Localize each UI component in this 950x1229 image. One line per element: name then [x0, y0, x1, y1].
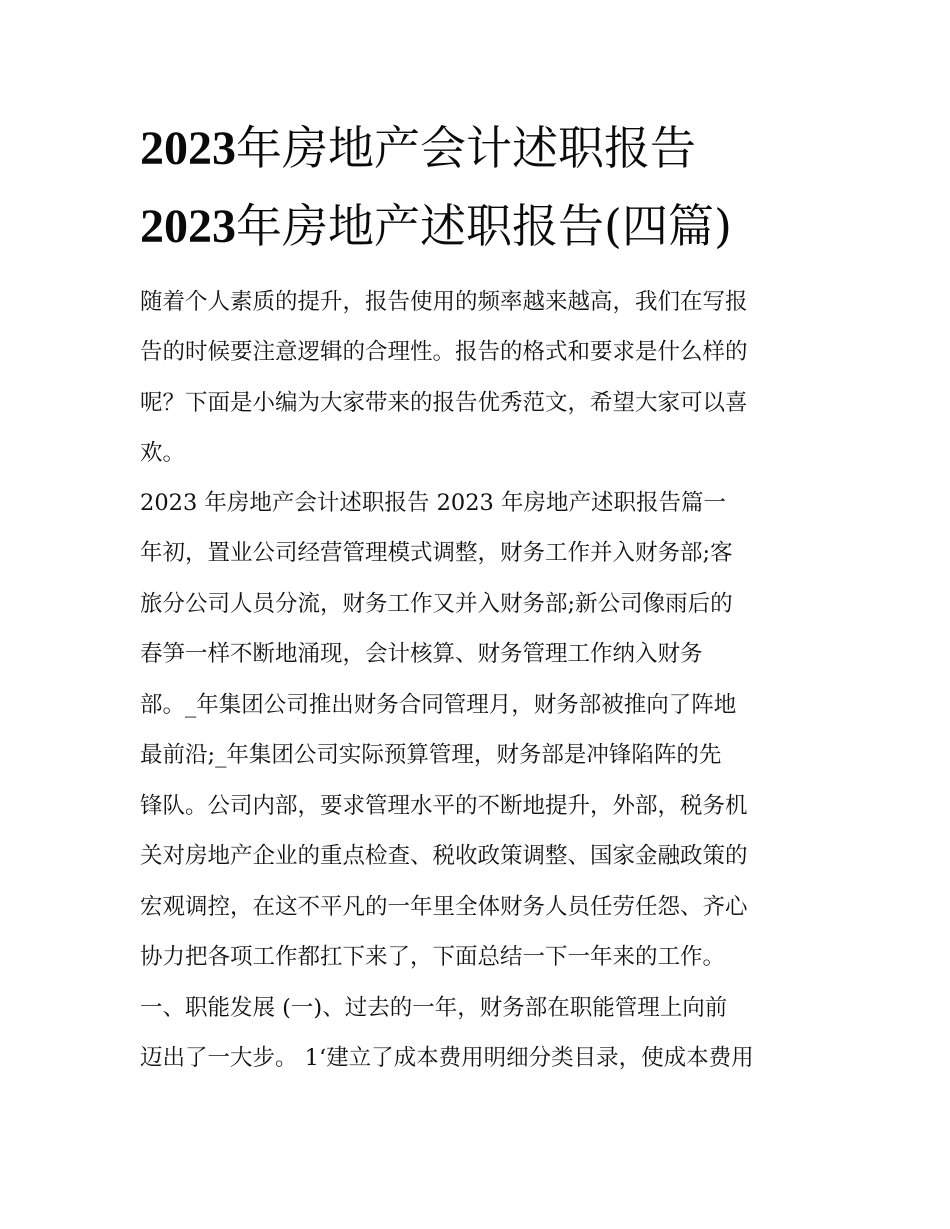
- body-line: 迈出了一大步。 1‘建立了成本费用明细分类目录，使成本费用: [140, 1045, 754, 1071]
- body-line: 关对房地产企业的重点检查、税收政策调整、国家金融政策的: [140, 843, 748, 869]
- document-title-line-1: [140, 118, 840, 179]
- body-line: 宏观调控，在这不平凡的一年里全体财务人员任劳任怨、齐心: [140, 894, 748, 920]
- document-title-line-2: [140, 196, 840, 257]
- title-text-1: 年房地产会计述职报告: [236, 121, 696, 175]
- title-year-1: 2023: [140, 122, 236, 175]
- body-line: 部。_年集团公司推出财务合同管理月，财务部被推向了阵地: [140, 692, 737, 718]
- body-line: 最前沿;_年集团公司实际预算管理，财务部是冲锋陷阵的先: [140, 742, 722, 768]
- body-line: 春笋一样不断地涌现，会计核算、财务管理工作纳入财务: [140, 641, 703, 667]
- body-line: 一、职能发展 (一)、过去的一年，财务部在职能管理上向前: [140, 995, 728, 1021]
- body-line: 年初，置业公司经营管理模式调整，财务工作并入财务部;客: [140, 540, 733, 566]
- body-line: 旅分公司人员分流，财务工作又并入财务部;新公司像雨后的: [140, 591, 733, 617]
- body-line: 锋队。公司内部，要求管理水平的不断地提升，外部，税务机: [140, 793, 748, 819]
- body-line: 2023 年房地产会计述职报告 2023 年房地产述职报告篇一: [140, 490, 726, 516]
- body-line: 告的时候要注意逻辑的合理性。报告的格式和要求是什么样的: [140, 339, 748, 365]
- title-year-2: 2023: [140, 200, 236, 253]
- title-text-2: 年房地产述职报告(四篇): [236, 199, 732, 253]
- body-line: 随着个人素质的提升，报告使用的频率越来越高，我们在写报: [140, 289, 748, 315]
- body-line: 协力把各项工作都扛下来了，下面总结一下一年来的工作。: [140, 944, 726, 970]
- body-line: 呢？下面是小编为大家带来的报告优秀范文，希望大家可以喜: [140, 390, 748, 416]
- body-line: 欢。: [140, 440, 186, 466]
